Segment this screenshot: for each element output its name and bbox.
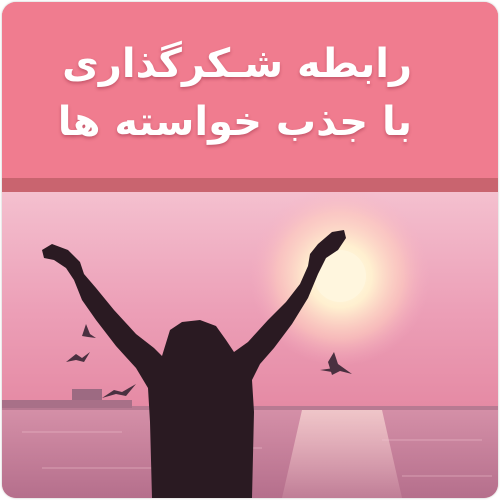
title-banner xyxy=(2,2,498,178)
title-line-1: رابطه شـکرگذاری xyxy=(62,41,412,87)
title-line-2: با جذب خواسته ها xyxy=(57,99,412,145)
banner-divider xyxy=(2,178,498,192)
distant-shore xyxy=(2,400,132,408)
sun-reflection xyxy=(282,410,402,498)
sunset-photo xyxy=(2,192,498,498)
promo-card[interactable] xyxy=(2,2,498,498)
